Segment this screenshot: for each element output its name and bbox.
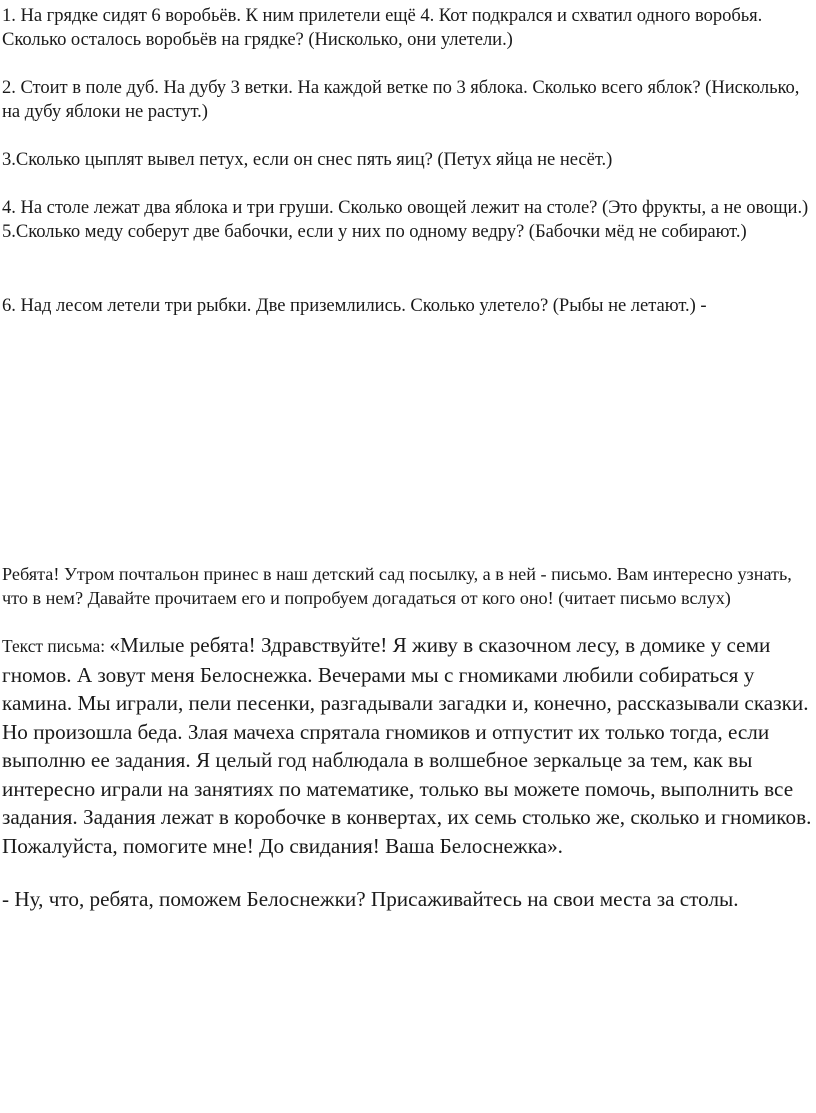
letter-paragraph — [2, 631, 814, 860]
riddle-3: 3.Сколько цыплят вывел петух, если он снес пять яиц? (Петух яйца не несёт.) — [2, 149, 613, 170]
letter-label: Текст письма: — [2, 636, 110, 656]
letter-body: «Милые ребята! Здравствуйте! Я живу в сказочном лесу, в домике у семи гномов. А зовут меня Белоснежка. Вечерами мы с гномиками любили собираться у камина. Мы играли, пели песенки, разгадывали загадки и, конечно, рассказывали сказки. Но произошла беда. Злая мачеха спрятала гномиков и отпустит их только тогда, если выполню ее задания. Я целый год наблюдала в волшебное зеркальце за тем, как вы интересно играли на занятиях по математике, только вы можете помочь, выполнить все задания. Задания лежат в коробочке в конвертах, их семь столько же, сколько и гномиков. Пожалуйста, помогите мне! До свидания! Ваша Белоснежка». — [2, 633, 812, 858]
intro-paragraph: Ребята! Утром почтальон принес в наш детский сад посылку, а в ней - письмо. Вам интересно узнать, что в нем? Давайте прочитаем его и попробуем догадаться от кого оно! (читает письмо вслух) — [2, 564, 792, 608]
riddle-6: 6. Над лесом летели три рыбки. Две приземлились. Сколько улетело? (Рыбы не летают.) - — [2, 295, 707, 316]
riddle-2: 2. Стоит в поле дуб. На дубу 3 ветки. На каждой ветке по 3 яблока. Сколько всего яблок? (Нисколько, на дубу яблоки не растут.) — [2, 77, 800, 122]
closing-paragraph: - Ну, что, ребята, поможем Белоснежки? Присаживайтесь на свои места за столы. — [2, 887, 739, 911]
riddle-4-5: 4. На столе лежат два яблока и три груши. Сколько овощей лежит на столе? (Это фрукты, а не овощи.) 5.Сколько меду соберут две бабочки, если у них по одному ведру? (Бабочки мёд не собирают.) — [2, 197, 809, 242]
riddle-1: 1. На грядке сидят 6 воробьёв. К ним прилетели ещё 4. Кот подкрался и схватил одного воробья. Сколько осталось воробьёв на грядке? (Нисколько, они улетели.) — [2, 5, 763, 50]
